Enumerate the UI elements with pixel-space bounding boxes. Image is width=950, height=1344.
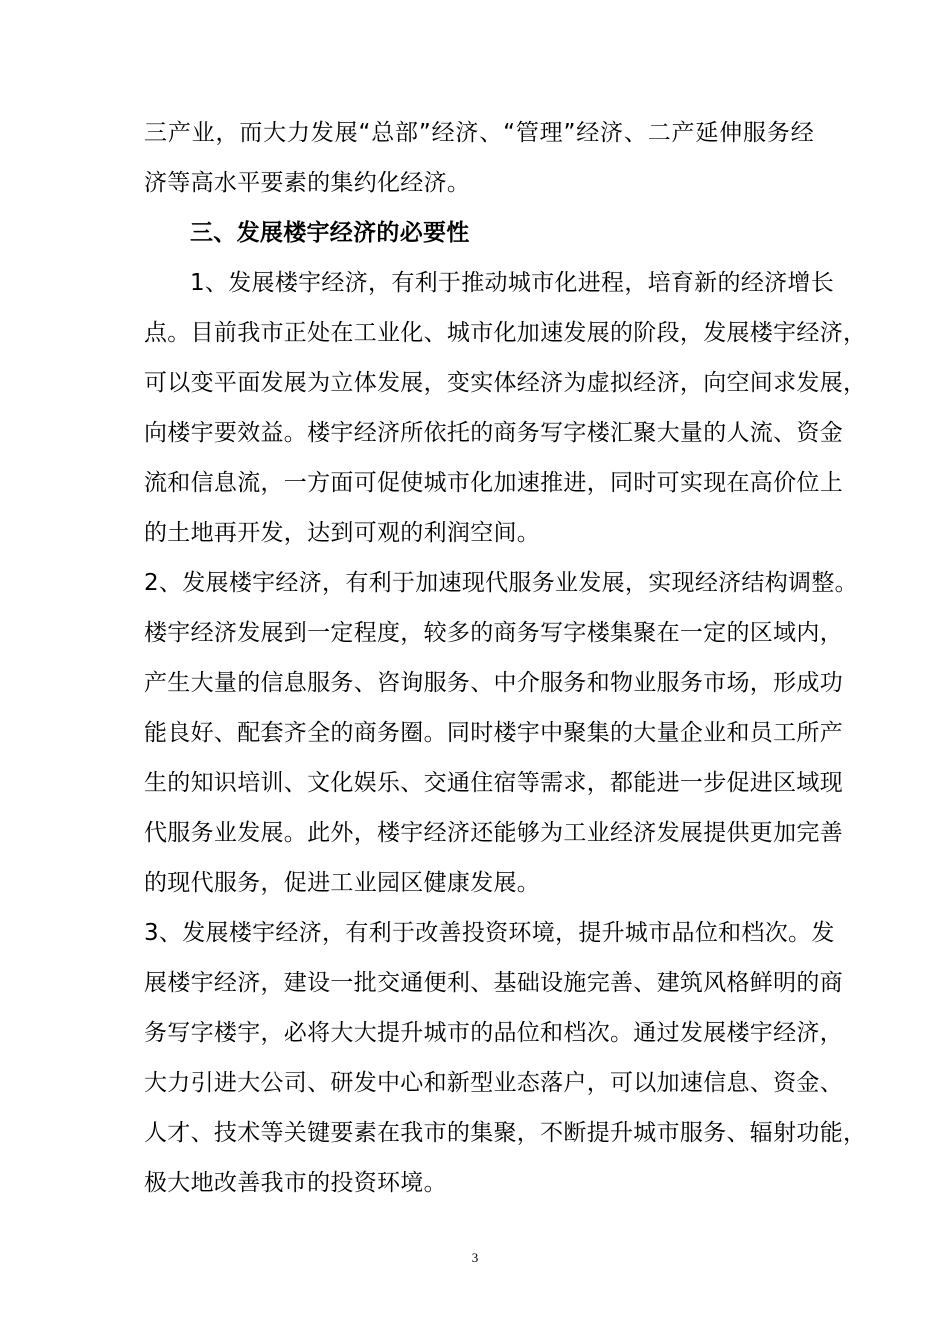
paragraph-line: 代服务业发展。此外，楼宇经济还能够为工业经济发展提供更加完善 — [144, 820, 843, 846]
paragraph-line: 2、发展楼宇经济，有利于加速现代服务业发展，实现经济结构调整。 — [144, 570, 858, 596]
paragraph-line: 能良好、配套齐全的商务圈。同时楼宇中聚集的大量企业和员工所产 — [144, 720, 843, 746]
paragraph-line: 人才、技术等关键要素在我市的集聚，不断提升城市服务、辐射功能， — [144, 1120, 867, 1146]
paragraph-line: 济等高水平要素的集约化经济。 — [144, 170, 471, 196]
paragraph-line: 展楼宇经济，建设一批交通便利、基础设施完善、建筑风格鲜明的商 — [144, 970, 843, 996]
paragraph-line: 可以变平面发展为立体发展，变实体经济为虚拟经济，向空间求发展， — [144, 370, 867, 396]
paragraph-line: 三产业，而大力发展“总部”经济、“管理”经济、二产延伸服务经 — [144, 120, 814, 146]
paragraph-line: 生的知识培训、文化娱乐、交通住宿等需求，都能进一步促进区域现 — [144, 770, 843, 796]
paragraph-line: 的现代服务，促进工业园区健康发展。 — [144, 870, 541, 896]
paragraph-line: 流和信息流，一方面可促使城市化加速推进，同时可实现在高价位上 — [144, 470, 843, 496]
body-text — [144, 108, 867, 1208]
paragraph-line: 的土地再开发，达到可观的利润空间。 — [144, 520, 541, 546]
paragraph-line: 点。目前我市正处在工业化、城市化加速发展的阶段，发展楼宇经济， — [144, 320, 867, 346]
paragraph-line: 3、发展楼宇经济，有利于改善投资环境，提升城市品位和档次。发 — [144, 920, 835, 946]
paragraph-line: 务写字楼宇，必将大大提升城市的品位和档次。通过发展楼宇经济， — [144, 1020, 843, 1046]
paragraph-line: 楼宇经济发展到一定程度，较多的商务写字楼集聚在一定的区域内， — [144, 620, 843, 646]
section-heading: 三、发展楼宇经济的必要性 — [190, 220, 470, 246]
page-number: 3 — [471, 1250, 479, 1265]
paragraph-line: 产生大量的信息服务、咨询服务、中介服务和物业服务市场，形成功 — [144, 670, 843, 696]
paragraph-line: 1、发展楼宇经济，有利于推动城市化进程，培育新的经济增长 — [190, 270, 835, 296]
paragraph-line: 大力引进大公司、研发中心和新型业态落户，可以加速信息、资金、 — [144, 1070, 843, 1096]
paragraph-line: 极大地改善我市的投资环境。 — [144, 1170, 447, 1196]
paragraph-line: 向楼宇要效益。楼宇经济所依托的商务写字楼汇聚大量的人流、资金 — [144, 420, 843, 446]
